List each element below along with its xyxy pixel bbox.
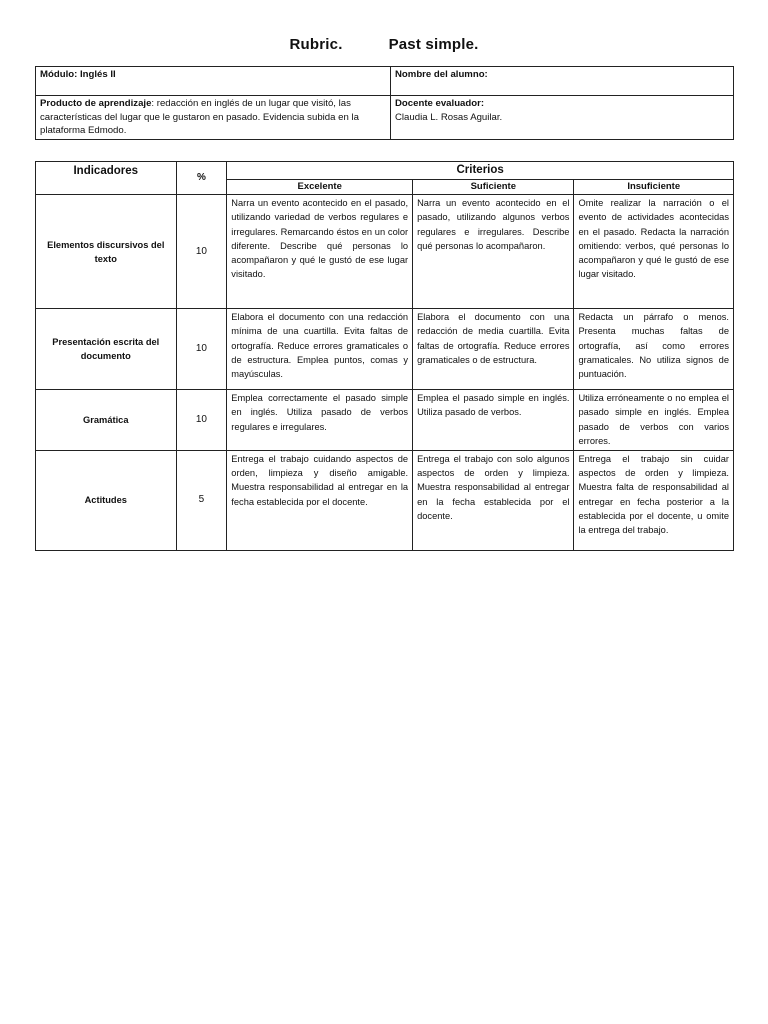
alumno-cell	[391, 67, 734, 96]
suficiente-cell: Emplea el pasado simple en inglés. Utiliza pasado de verbos.	[413, 390, 574, 451]
percent-cell: 10	[176, 195, 227, 309]
insuficiente-cell: Entrega el trabajo sin cuidar aspectos de orden y limpieza. Muestra falta de responsabilidad al entregar en fecha posterior a la establecida por el docente, u omite la entrega del trabajo.	[574, 451, 734, 551]
percent-cell: 10	[176, 390, 227, 451]
alumno-label: Nombre del alumno:	[395, 69, 488, 80]
percent-cell: 5	[176, 451, 227, 551]
producto-value: : redacción en inglés de un lugar que visitó, las características del lugar que le gustaron en pasado. Evidencia subida en la plataforma Edmodo.	[40, 98, 359, 136]
info-table	[35, 66, 734, 140]
insuficiente-cell: Redacta un párrafo o menos. Presenta muchas faltas de ortografía, así como errores gramaticales. No utiliza signos de puntuación.	[574, 309, 734, 390]
docente-value: Claudia L. Rosas Aguilar.	[395, 111, 503, 123]
insuficiente-cell: Omite realizar la narración o el evento de actividades acontecidas en el pasado. Redacta la narración omitiendo: verbos, qué personas lo acompañaron y qué le gustó de ese lugar visitado.	[574, 195, 734, 309]
excelente-cell: Narra un evento acontecido en el pasado, utilizando variedad de verbos regulares e irregulares. Remarcando éstos en un color diferente. Describe qué personas lo acompañaron y qué le gustó de ese lugar visitado.	[227, 195, 413, 309]
indicador-cell: Presentación escrita del documento	[36, 309, 177, 390]
title-topic: Past simple.	[388, 36, 479, 53]
suficiente-cell: Elabora el documento con una redacción de media cuartilla. Evita faltas de ortografía. Reduce errores gramaticales o de estructura.	[413, 309, 574, 390]
title-rubric: Rubric.	[289, 36, 343, 53]
producto-cell	[36, 96, 391, 140]
excelente-cell: Emplea correctamente el pasado simple en inglés. Utiliza pasado de verbos regulares e irregulares.	[227, 390, 413, 451]
table-row	[36, 390, 734, 451]
docente-label: Docente evaluador:	[395, 98, 485, 109]
header-indicadores: Indicadores	[36, 162, 177, 195]
modulo-label: Módulo:	[40, 69, 78, 80]
table-row	[36, 309, 734, 390]
indicador-cell: Gramática	[36, 390, 177, 451]
excelente-cell: Elabora el documento con una redacción mínima de una cuartilla. Evita faltas de ortografía. Reduce errores gramaticales o de estructura. Emplea puntos, comas y mayúsculas.	[227, 309, 413, 390]
suficiente-cell: Entrega el trabajo con solo algunos aspectos de orden y limpieza. Muestra responsabilidad al entregar en la fecha establecida por el docente.	[413, 451, 574, 551]
percent-cell: 10	[176, 309, 227, 390]
header-suficiente: Suficiente	[413, 180, 574, 195]
header-insuficiente: Insuficiente	[574, 180, 734, 195]
indicador-cell: Elementos discursivos del texto	[36, 195, 177, 309]
docente-cell	[391, 96, 734, 140]
table-row	[36, 195, 734, 309]
insuficiente-cell: Utiliza erróneamente o no emplea el pasado simple en inglés. Emplea pasado de verbos con varios errores.	[574, 390, 734, 451]
suficiente-cell: Narra un evento acontecido en el pasado, utilizando algunos verbos regulares e irregulares. Describe qué personas lo acompañaron.	[413, 195, 574, 309]
table-row	[36, 451, 734, 551]
header-excelente: Excelente	[227, 180, 413, 195]
excelente-cell: Entrega el trabajo cuidando aspectos de orden, limpieza y diseño amigable. Muestra responsabilidad al entregar en la fecha establecida por el docente.	[227, 451, 413, 551]
modulo-value: Inglés II	[79, 69, 116, 80]
indicador-cell: Actitudes	[36, 451, 177, 551]
header-criterios: Criterios	[227, 162, 734, 180]
header-percent: %	[176, 162, 227, 195]
modulo-cell	[36, 67, 391, 96]
rubric-table	[35, 161, 734, 551]
page-title	[0, 36, 768, 53]
producto-label: Producto de aprendizaje	[40, 98, 152, 109]
